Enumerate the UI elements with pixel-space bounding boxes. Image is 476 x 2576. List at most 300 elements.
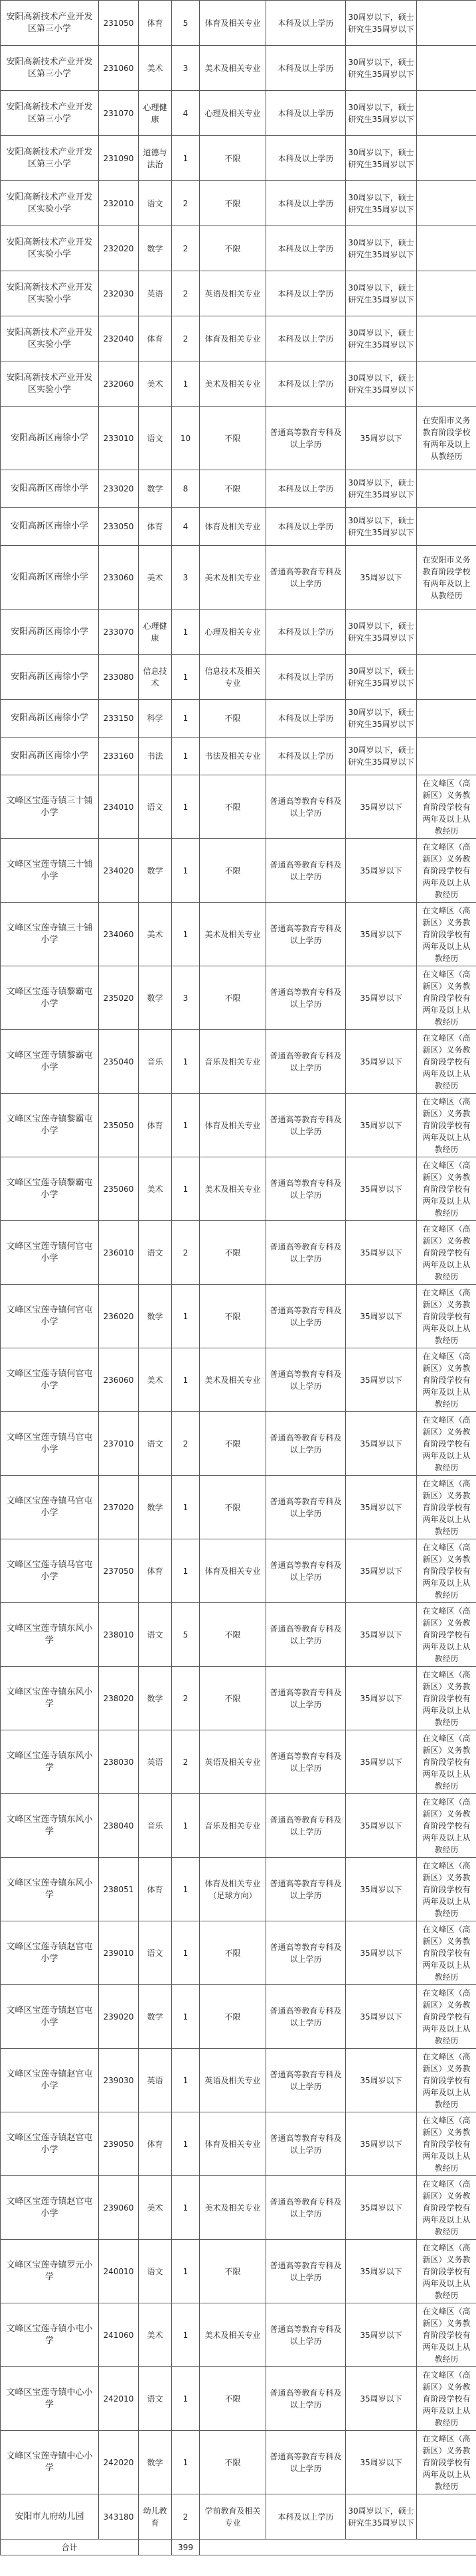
cell-subject: 数学	[139, 1667, 172, 1730]
cell-school: 安阳高新技术产业开发区第三小学	[1, 1, 99, 46]
cell-major: 美术及相关专业	[200, 2176, 266, 2240]
cell-count: 1	[172, 361, 200, 407]
cell-subject: 音乐	[139, 1030, 172, 1094]
cell-school: 文峰区宝莲寺镇赵官屯小学	[1, 2176, 99, 2240]
cell-count: 3	[172, 966, 200, 1030]
table-row	[1, 775, 476, 839]
table-row	[1, 2431, 476, 2494]
cell-major: 体育及相关专业	[200, 508, 266, 546]
cell-major: 不限	[200, 1603, 266, 1667]
cell-subject: 心理健康	[139, 610, 172, 655]
cell-age: 35周岁以下	[346, 1794, 417, 1858]
cell-education: 普通高等教育专科及以上学历	[266, 966, 346, 1030]
cell-subject: 美术	[139, 903, 172, 966]
cell-count: 1	[172, 2367, 200, 2431]
cell-count: 1	[172, 2176, 200, 2240]
cell-count: 8	[172, 470, 200, 508]
cell-school: 文峰区宝莲寺镇赵官屯小学	[1, 1921, 99, 1985]
cell-post-code: 239010	[99, 1921, 139, 1985]
cell-age: 35周岁以下	[346, 1030, 417, 1094]
cell-major: 不限	[200, 2431, 266, 2494]
cell-school: 安阳高新区南徐小学	[1, 470, 99, 508]
cell-subject: 体育	[139, 316, 172, 361]
cell-major: 不限	[200, 2367, 266, 2431]
cell-post-code: 238020	[99, 1667, 139, 1730]
cell-major: 美术及相关专业	[200, 903, 266, 966]
cell-education: 普通高等教育专科及以上学历	[266, 2240, 346, 2303]
cell-subject: 数学	[139, 839, 172, 903]
cell-count: 1	[172, 1348, 200, 1412]
cell-school: 安阳高新区南徐小学	[1, 655, 99, 700]
cell-note	[417, 700, 476, 738]
cell-education: 普通高等教育专科及以上学历	[266, 2049, 346, 2112]
cell-school: 文峰区宝莲寺镇赵官屯小学	[1, 2049, 99, 2112]
cell-note: 在安阳市义务教育阶段学校有两年及以上从教经历	[417, 546, 476, 610]
cell-subject: 语文	[139, 181, 172, 226]
total-rest	[200, 2540, 476, 2555]
cell-major: 体育及相关专业	[200, 1094, 266, 1157]
cell-count: 1	[172, 2240, 200, 2303]
cell-school: 文峰区宝莲寺镇罗元小学	[1, 2240, 99, 2303]
cell-age: 35周岁以下	[346, 1985, 417, 2049]
cell-education: 普通高等教育专科及以上学历	[266, 1285, 346, 1348]
cell-school: 文峰区宝莲寺镇东风小学	[1, 1730, 99, 1794]
cell-count: 1	[172, 700, 200, 738]
cell-post-code: 239050	[99, 2112, 139, 2176]
cell-major: 英语及相关专业	[200, 1730, 266, 1794]
cell-school: 文峰区宝莲寺镇马官屯小学	[1, 1476, 99, 1539]
cell-count: 2	[172, 1667, 200, 1730]
cell-school: 文峰区宝莲寺镇黎霸屯小学	[1, 1157, 99, 1221]
cell-education: 普通高等教育专科及以上学历	[266, 1539, 346, 1603]
table-row	[1, 966, 476, 1030]
cell-school: 文峰区宝莲寺镇东风小学	[1, 1794, 99, 1858]
cell-count: 1	[172, 655, 200, 700]
cell-post-code: 233010	[99, 407, 139, 470]
cell-school: 文峰区宝莲寺镇小屯小学	[1, 2303, 99, 2367]
cell-age: 30周岁以下，硕士研究生35周岁以下	[346, 508, 417, 546]
cell-post-code: 232010	[99, 181, 139, 226]
cell-note: 在文峰区（高新区）义务教育阶段学校有两年及以上从教经历	[417, 1348, 476, 1412]
cell-count: 1	[172, 1094, 200, 1157]
cell-count: 5	[172, 1603, 200, 1667]
cell-post-code: 239020	[99, 1985, 139, 2049]
cell-education: 普通高等教育专科及以上学历	[266, 2112, 346, 2176]
table-row	[1, 1603, 476, 1667]
cell-age: 30周岁以下，硕士研究生35周岁以下	[346, 316, 417, 361]
cell-subject: 数学	[139, 1285, 172, 1348]
cell-education: 普通高等教育专科及以上学历	[266, 2431, 346, 2494]
cell-school: 安阳市九府幼儿园	[1, 2494, 99, 2540]
cell-major: 不限	[200, 1412, 266, 1476]
cell-note	[417, 46, 476, 91]
cell-education: 普通高等教育专科及以上学历	[266, 1412, 346, 1476]
table-row	[1, 508, 476, 546]
cell-count: 1	[172, 2303, 200, 2367]
cell-post-code: 237020	[99, 1476, 139, 1539]
cell-count: 1	[172, 1476, 200, 1539]
cell-subject: 英语	[139, 1730, 172, 1794]
cell-count: 4	[172, 91, 200, 136]
cell-note: 在文峰区（高新区）义务教育阶段学校有两年及以上从教经历	[417, 2367, 476, 2431]
cell-school: 文峰区宝莲寺镇赵官屯小学	[1, 1985, 99, 2049]
table-row	[1, 2303, 476, 2367]
cell-subject: 美术	[139, 361, 172, 407]
cell-school: 安阳高新技术产业开发区实验小学	[1, 271, 99, 316]
cell-post-code: 235050	[99, 1094, 139, 1157]
cell-note	[417, 655, 476, 700]
table-row	[1, 46, 476, 91]
cell-post-code: 236020	[99, 1285, 139, 1348]
cell-major: 不限	[200, 1985, 266, 2049]
cell-note: 在文峰区（高新区）义务教育阶段学校有两年及以上从教经历	[417, 1985, 476, 2049]
cell-major: 不限	[200, 1221, 266, 1285]
cell-note	[417, 316, 476, 361]
cell-subject: 幼儿教育	[139, 2494, 172, 2540]
cell-subject: 书法	[139, 738, 172, 775]
cell-post-code: 241060	[99, 2303, 139, 2367]
cell-education: 本科及以上学历	[266, 226, 346, 271]
cell-note	[417, 610, 476, 655]
cell-major: 音乐及相关专业	[200, 1030, 266, 1094]
cell-post-code: 232060	[99, 361, 139, 407]
table-row	[1, 1730, 476, 1794]
cell-major: 心理及相关专业	[200, 91, 266, 136]
cell-education: 普通高等教育专科及以上学历	[266, 1476, 346, 1539]
cell-education: 普通高等教育专科及以上学历	[266, 1094, 346, 1157]
cell-major: 美术及相关专业	[200, 546, 266, 610]
cell-post-code: 233150	[99, 700, 139, 738]
cell-subject: 美术	[139, 2176, 172, 2240]
cell-major: 不限	[200, 839, 266, 903]
cell-post-code: 233060	[99, 546, 139, 610]
cell-major: 美术及相关专业	[200, 1157, 266, 1221]
cell-education: 本科及以上学历	[266, 700, 346, 738]
cell-school: 文峰区宝莲寺镇何官屯小学	[1, 1285, 99, 1348]
cell-age: 30周岁以下，硕士研究生35周岁以下	[346, 136, 417, 181]
table-row	[1, 1858, 476, 1921]
cell-post-code: 240010	[99, 2240, 139, 2303]
cell-note: 在文峰区（高新区）义务教育阶段学校有两年及以上从教经历	[417, 2431, 476, 2494]
cell-count: 3	[172, 546, 200, 610]
table-row	[1, 1921, 476, 1985]
cell-age: 35周岁以下	[346, 1921, 417, 1985]
table-row	[1, 1348, 476, 1412]
cell-major: 美术及相关专业	[200, 46, 266, 91]
cell-note	[417, 738, 476, 775]
cell-age: 30周岁以下，硕士研究生35周岁以下	[346, 470, 417, 508]
cell-education: 普通高等教育专科及以上学历	[266, 1921, 346, 1985]
total-row	[1, 2540, 476, 2555]
cell-education: 普通高等教育专科及以上学历	[266, 1985, 346, 2049]
cell-school: 安阳高新技术产业开发区实验小学	[1, 181, 99, 226]
cell-post-code: 239030	[99, 2049, 139, 2112]
cell-post-code: 237050	[99, 1539, 139, 1603]
cell-school: 安阳高新技术产业开发区实验小学	[1, 226, 99, 271]
cell-note	[417, 470, 476, 508]
cell-age: 30周岁以下，硕士研究生35周岁以下	[346, 2494, 417, 2540]
cell-count: 1	[172, 738, 200, 775]
cell-count: 1	[172, 1794, 200, 1858]
cell-education: 普通高等教育专科及以上学历	[266, 546, 346, 610]
cell-note: 在文峰区（高新区）义务教育阶段学校有两年及以上从教经历	[417, 2112, 476, 2176]
cell-age: 35周岁以下	[346, 1285, 417, 1348]
cell-major: 学前教育及相关专业	[200, 2494, 266, 2540]
table-row	[1, 1985, 476, 2049]
cell-note: 在文峰区（高新区）义务教育阶段学校有两年及以上从教经历	[417, 1539, 476, 1603]
table-row	[1, 1094, 476, 1157]
cell-post-code: 233160	[99, 738, 139, 775]
cell-count: 1	[172, 136, 200, 181]
cell-post-code: 231090	[99, 136, 139, 181]
cell-school: 文峰区宝莲寺镇三十铺小学	[1, 839, 99, 903]
table-row	[1, 1030, 476, 1094]
cell-education: 本科及以上学历	[266, 655, 346, 700]
cell-education: 普通高等教育专科及以上学历	[266, 903, 346, 966]
cell-subject: 语文	[139, 1603, 172, 1667]
cell-school: 文峰区宝莲寺镇黎霸屯小学	[1, 1094, 99, 1157]
cell-age: 35周岁以下	[346, 1412, 417, 1476]
cell-major: 不限	[200, 470, 266, 508]
cell-school: 安阳高新区南徐小学	[1, 738, 99, 775]
table-row	[1, 407, 476, 470]
cell-post-code: 237010	[99, 1412, 139, 1476]
cell-age: 30周岁以下，硕士研究生35周岁以下	[346, 700, 417, 738]
cell-subject: 英语	[139, 271, 172, 316]
cell-education: 普通高等教育专科及以上学历	[266, 2303, 346, 2367]
cell-post-code: 234010	[99, 775, 139, 839]
cell-major: 体育及相关专业	[200, 2112, 266, 2176]
cell-age: 35周岁以下	[346, 775, 417, 839]
cell-subject: 音乐	[139, 1794, 172, 1858]
table-row	[1, 1412, 476, 1476]
cell-school: 安阳高新区南徐小学	[1, 610, 99, 655]
cell-count: 1	[172, 2431, 200, 2494]
cell-count: 1	[172, 2112, 200, 2176]
cell-count: 2	[172, 316, 200, 361]
cell-post-code: 242020	[99, 2431, 139, 2494]
cell-subject: 数学	[139, 1985, 172, 2049]
cell-school: 安阳高新区南徐小学	[1, 700, 99, 738]
cell-count: 1	[172, 1921, 200, 1985]
cell-education: 本科及以上学历	[266, 2494, 346, 2540]
cell-major: 不限	[200, 1476, 266, 1539]
cell-age: 30周岁以下，硕士研究生35周岁以下	[346, 610, 417, 655]
cell-count: 2	[172, 1221, 200, 1285]
cell-major: 体育及相关专业（足球方向）	[200, 1858, 266, 1921]
cell-major: 不限	[200, 1285, 266, 1348]
cell-major: 不限	[200, 700, 266, 738]
cell-education: 普通高等教育专科及以上学历	[266, 407, 346, 470]
cell-note: 在文峰区（高新区）义务教育阶段学校有两年及以上从教经历	[417, 1030, 476, 1094]
cell-education: 本科及以上学历	[266, 316, 346, 361]
cell-school: 安阳高新技术产业开发区实验小学	[1, 361, 99, 407]
cell-age: 35周岁以下	[346, 1221, 417, 1285]
cell-note: 在文峰区（高新区）义务教育阶段学校有两年及以上从教经历	[417, 839, 476, 903]
cell-subject: 数学	[139, 966, 172, 1030]
cell-school: 文峰区宝莲寺镇黎霸屯小学	[1, 1030, 99, 1094]
cell-post-code: 234060	[99, 903, 139, 966]
cell-subject: 美术	[139, 46, 172, 91]
cell-count: 1	[172, 839, 200, 903]
table-row	[1, 738, 476, 775]
cell-major: 心理及相关专业	[200, 610, 266, 655]
cell-education: 普通高等教育专科及以上学历	[266, 1030, 346, 1094]
cell-subject: 语文	[139, 2367, 172, 2431]
cell-subject: 数学	[139, 2431, 172, 2494]
cell-age: 30周岁以下，硕士研究生35周岁以下	[346, 91, 417, 136]
cell-count: 1	[172, 903, 200, 966]
cell-subject: 语文	[139, 2240, 172, 2303]
table-row	[1, 2240, 476, 2303]
cell-education: 本科及以上学历	[266, 1, 346, 46]
cell-major: 体育及相关专业	[200, 1539, 266, 1603]
table-row	[1, 316, 476, 361]
cell-school: 文峰区宝莲寺镇马官屯小学	[1, 1412, 99, 1476]
cell-major: 美术及相关专业	[200, 361, 266, 407]
cell-major: 美术及相关专业	[200, 2303, 266, 2367]
cell-subject: 美术	[139, 1348, 172, 1412]
cell-education: 本科及以上学历	[266, 738, 346, 775]
table-row	[1, 136, 476, 181]
cell-age: 30周岁以下，硕士研究生35周岁以下	[346, 226, 417, 271]
cell-education: 本科及以上学历	[266, 271, 346, 316]
cell-age: 30周岁以下，硕士研究生35周岁以下	[346, 655, 417, 700]
cell-education: 本科及以上学历	[266, 508, 346, 546]
cell-post-code: 238040	[99, 1794, 139, 1858]
cell-note: 在文峰区（高新区）义务教育阶段学校有两年及以上从教经历	[417, 903, 476, 966]
cell-count: 2	[172, 226, 200, 271]
cell-post-code: 231060	[99, 46, 139, 91]
cell-age: 30周岁以下，硕士研究生35周岁以下	[346, 738, 417, 775]
table-row	[1, 226, 476, 271]
table-row	[1, 839, 476, 903]
cell-subject: 心理健康	[139, 91, 172, 136]
cell-note: 在文峰区（高新区）义务教育阶段学校有两年及以上从教经历	[417, 1157, 476, 1221]
cell-school: 安阳高新技术产业开发区第三小学	[1, 46, 99, 91]
cell-school: 安阳高新技术产业开发区第三小学	[1, 91, 99, 136]
cell-note: 在文峰区（高新区）义务教育阶段学校有两年及以上从教经历	[417, 1730, 476, 1794]
cell-education: 本科及以上学历	[266, 91, 346, 136]
cell-subject: 体育	[139, 2112, 172, 2176]
cell-age: 35周岁以下	[346, 839, 417, 903]
cell-note	[417, 136, 476, 181]
table-row	[1, 1794, 476, 1858]
cell-education: 普通高等教育专科及以上学历	[266, 1858, 346, 1921]
cell-school: 安阳高新区南徐小学	[1, 546, 99, 610]
cell-count: 5	[172, 1, 200, 46]
total-empty	[139, 2540, 172, 2555]
cell-education: 本科及以上学历	[266, 181, 346, 226]
cell-note: 在文峰区（高新区）义务教育阶段学校有两年及以上从教经历	[417, 1603, 476, 1667]
cell-note: 在文峰区（高新区）义务教育阶段学校有两年及以上从教经历	[417, 1921, 476, 1985]
table-row	[1, 470, 476, 508]
cell-age: 35周岁以下	[346, 2240, 417, 2303]
cell-subject: 美术	[139, 1157, 172, 1221]
cell-post-code: 235040	[99, 1030, 139, 1094]
cell-subject: 语文	[139, 775, 172, 839]
cell-note	[417, 226, 476, 271]
cell-school: 文峰区宝莲寺镇何官屯小学	[1, 1221, 99, 1285]
cell-note: 在文峰区（高新区）义务教育阶段学校有两年及以上从教经历	[417, 1285, 476, 1348]
cell-age: 30周岁以下，硕士研究生35周岁以下	[346, 1, 417, 46]
cell-major: 美术及相关专业	[200, 1348, 266, 1412]
cell-school: 安阳高新区南徐小学	[1, 508, 99, 546]
cell-major: 不限	[200, 966, 266, 1030]
cell-education: 本科及以上学历	[266, 610, 346, 655]
cell-education: 本科及以上学历	[266, 46, 346, 91]
cell-major: 不限	[200, 226, 266, 271]
cell-age: 35周岁以下	[346, 1730, 417, 1794]
cell-major: 音乐及相关专业	[200, 1794, 266, 1858]
cell-count: 1	[172, 1030, 200, 1094]
cell-note: 在文峰区（高新区）义务教育阶段学校有两年及以上从教经历	[417, 1476, 476, 1539]
cell-post-code: 239060	[99, 2176, 139, 2240]
cell-post-code: 233020	[99, 470, 139, 508]
cell-subject: 数学	[139, 1476, 172, 1539]
cell-major: 不限	[200, 407, 266, 470]
cell-subject: 语文	[139, 407, 172, 470]
cell-age: 35周岁以下	[346, 1094, 417, 1157]
cell-post-code: 233050	[99, 508, 139, 546]
cell-education: 普通高等教育专科及以上学历	[266, 1730, 346, 1794]
cell-subject: 体育	[139, 1858, 172, 1921]
cell-school: 安阳高新技术产业开发区实验小学	[1, 316, 99, 361]
cell-post-code: 238030	[99, 1730, 139, 1794]
cell-count: 2	[172, 2494, 200, 2540]
cell-note: 在文峰区（高新区）义务教育阶段学校有两年及以上从教经历	[417, 2176, 476, 2240]
table-row	[1, 610, 476, 655]
cell-education: 普通高等教育专科及以上学历	[266, 1794, 346, 1858]
cell-major: 不限	[200, 181, 266, 226]
cell-note: 在文峰区（高新区）义务教育阶段学校有两年及以上从教经历	[417, 2303, 476, 2367]
cell-note: 在文峰区（高新区）义务教育阶段学校有两年及以上从教经历	[417, 775, 476, 839]
total-value: 399	[172, 2540, 200, 2555]
cell-subject: 美术	[139, 2303, 172, 2367]
cell-school: 文峰区宝莲寺镇赵官屯小学	[1, 2112, 99, 2176]
cell-note	[417, 91, 476, 136]
cell-note: 在文峰区（高新区）义务教育阶段学校有两年及以上从教经历	[417, 1667, 476, 1730]
cell-count: 1	[172, 2049, 200, 2112]
cell-post-code: 232020	[99, 226, 139, 271]
table-row	[1, 361, 476, 407]
cell-school: 文峰区宝莲寺镇中心小学	[1, 2367, 99, 2431]
cell-note: 在文峰区（高新区）义务教育阶段学校有两年及以上从教经历	[417, 1412, 476, 1476]
cell-count: 1	[172, 1539, 200, 1603]
cell-school: 文峰区宝莲寺镇黎霸屯小学	[1, 966, 99, 1030]
table-row	[1, 181, 476, 226]
table-row	[1, 1, 476, 46]
cell-post-code: 238010	[99, 1603, 139, 1667]
cell-age: 35周岁以下	[346, 966, 417, 1030]
cell-education: 普通高等教育专科及以上学历	[266, 1667, 346, 1730]
cell-note: 在文峰区（高新区）义务教育阶段学校有两年及以上从教经历	[417, 1094, 476, 1157]
cell-education: 普通高等教育专科及以上学历	[266, 2176, 346, 2240]
cell-post-code: 236010	[99, 1221, 139, 1285]
cell-school: 文峰区宝莲寺镇马官屯小学	[1, 1539, 99, 1603]
cell-major: 不限	[200, 136, 266, 181]
table-row	[1, 1285, 476, 1348]
table-row	[1, 1221, 476, 1285]
cell-note	[417, 361, 476, 407]
cell-age: 35周岁以下	[346, 1476, 417, 1539]
cell-subject: 美术	[139, 546, 172, 610]
cell-education: 本科及以上学历	[266, 470, 346, 508]
cell-post-code: 234020	[99, 839, 139, 903]
cell-school: 文峰区宝莲寺镇中心小学	[1, 2431, 99, 2494]
cell-school: 文峰区宝莲寺镇三十铺小学	[1, 903, 99, 966]
cell-age: 30周岁以下，硕士研究生35周岁以下	[346, 46, 417, 91]
